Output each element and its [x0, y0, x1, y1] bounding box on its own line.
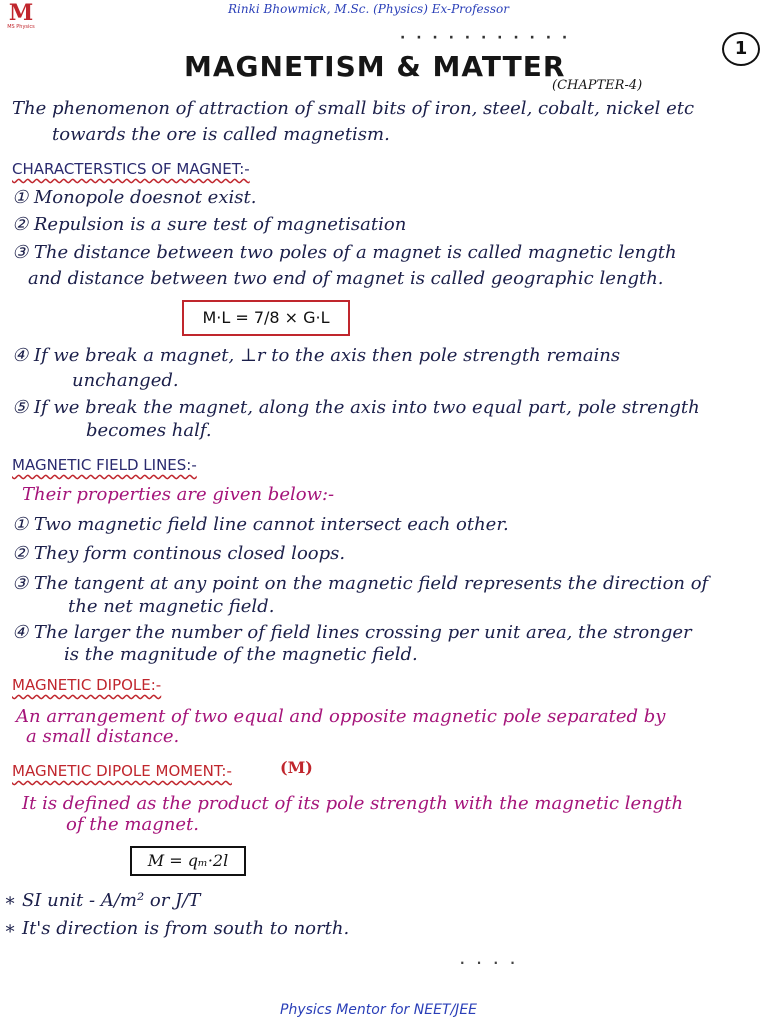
field-lines-subheading: Their properties are given below:-: [22, 484, 335, 505]
dipole-definition-line: a small distance.: [26, 726, 180, 747]
characteristic-item: unchanged.: [72, 370, 179, 391]
section-heading-field-lines: MAGNETIC FIELD LINES:-: [12, 456, 197, 474]
moment-note: ∗ SI unit - A/m² or J/T: [4, 890, 201, 911]
moment-formula-box: M = qₘ·2l: [130, 846, 246, 876]
moment-definition-line: It is defined as the product of its pole strength with the magnetic length: [22, 793, 684, 814]
ms-physics-logo: [4, 2, 38, 38]
characteristic-item: ③ The distance between two poles of a magnet is called magnetic length: [12, 242, 677, 263]
decorative-dots: · · · · · · · · · · ·: [400, 30, 571, 46]
field-line-item: ③ The tangent at any point on the magnetic field represents the direction of: [12, 573, 709, 594]
section-heading-characteristics: CHARACTERSTICS OF MAGNET:-: [12, 160, 250, 178]
field-line-item: is the magnitude of the magnetic field.: [64, 644, 418, 665]
dipole-definition-line: An arrangement of two equal and opposite magnetic pole separated by: [16, 706, 666, 727]
intro-line: towards the ore is called magnetism.: [52, 124, 390, 145]
characteristic-item: ② Repulsion is a sure test of magnetisation: [12, 214, 407, 235]
moment-symbol: (M): [280, 758, 313, 777]
section-heading-dipole: MAGNETIC DIPOLE:-: [12, 676, 162, 694]
page-title: MAGNETISM & MATTER: [184, 50, 566, 83]
characteristic-item: ① Monopole doesnot exist.: [12, 187, 257, 208]
logo-subtitle: MS Physics: [7, 24, 35, 30]
field-line-item: the net magnetic field.: [68, 596, 275, 617]
field-line-item: ② They form continous closed loops.: [12, 543, 346, 564]
field-line-item: ① Two magnetic field line cannot intersect each other.: [12, 514, 509, 535]
chapter-label: (CHAPTER-4): [552, 78, 643, 93]
decorative-dots: · · · ·: [460, 956, 519, 970]
field-line-item: ④ The larger the number of field lines crossing per unit area, the stronger: [12, 622, 692, 643]
characteristic-item: becomes half.: [86, 420, 212, 441]
moment-definition-line: of the magnet.: [66, 814, 199, 835]
characteristic-item: and distance between two end of magnet is called geographic length.: [28, 268, 664, 289]
section-heading-dipole-moment: MAGNETIC DIPOLE MOMENT:-: [12, 762, 232, 780]
length-formula-box: M·L = 7/8 × G·L: [182, 300, 350, 336]
footer-credit: Physics Mentor for NEET/JEE: [280, 1002, 478, 1018]
intro-line: The phenomenon of attraction of small bits of iron, steel, cobalt, nickel etc: [12, 98, 695, 119]
logo-mark: M: [8, 0, 34, 26]
moment-note: ∗ It's direction is from south to north.: [4, 918, 350, 939]
characteristic-item: ④ If we break a magnet, ⊥r to the axis then pole strength remains: [12, 345, 621, 366]
characteristic-item: ⑤ If we break the magnet, along the axis into two equal part, pole strength: [12, 397, 700, 418]
author-line: Rinki Bhowmick, M.Sc. (Physics) Ex-Professor: [228, 2, 509, 16]
page-number: 1: [722, 32, 760, 66]
